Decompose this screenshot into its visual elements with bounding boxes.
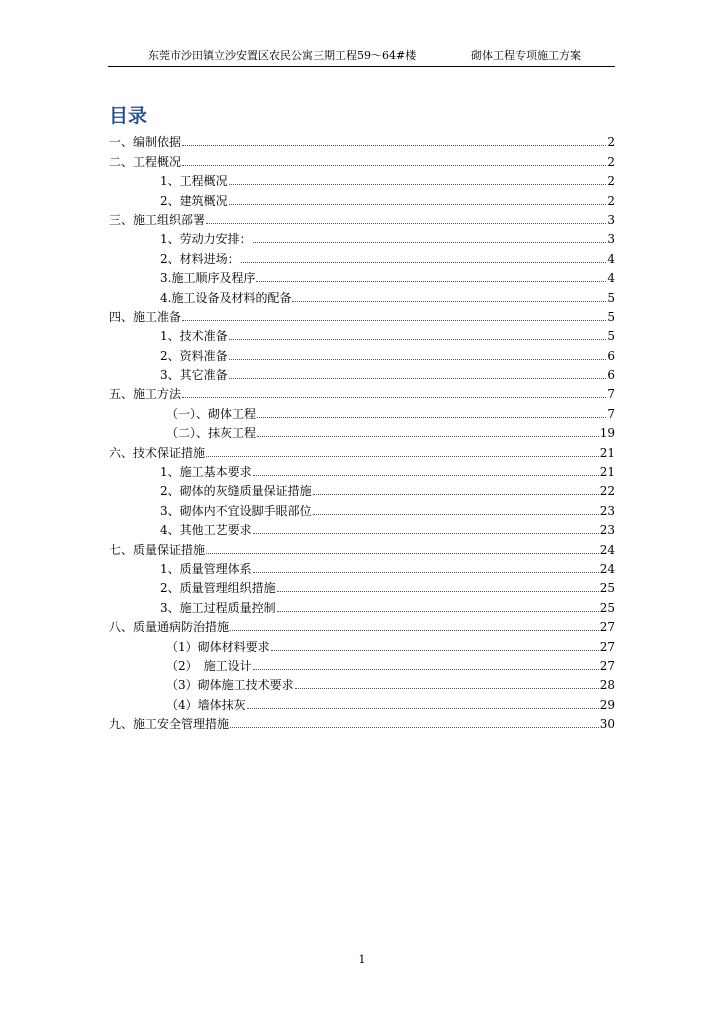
toc-entry-label: 2、资料准备 xyxy=(160,348,228,363)
toc-dot-leader xyxy=(247,707,599,709)
toc-dot-leader xyxy=(257,435,599,437)
toc-entry-label: 九、施工安全管理措施 xyxy=(109,717,230,732)
toc-dot-leader xyxy=(253,241,607,243)
toc-entry-label: （1）砌体材料要求 xyxy=(166,639,270,654)
toc-entry-label: 3、砌体内不宜设脚手眼部位 xyxy=(160,503,312,518)
toc-entry-label: 4.施工设备及材料的配备 xyxy=(160,290,292,305)
toc-entry-label: （4）墙体抹灰 xyxy=(166,697,246,712)
toc-entry-label: 四、施工准备 xyxy=(109,309,182,324)
toc-entry-page: 3 xyxy=(607,212,615,227)
toc-dot-leader xyxy=(206,222,606,224)
toc-entry-label: 三、施工组织部署 xyxy=(109,212,206,227)
toc-entry[interactable] xyxy=(109,343,615,362)
toc-entry-label: 3、其它准备 xyxy=(160,368,228,383)
toc-entry-page: 23 xyxy=(599,523,615,538)
toc-entry-label: 3、施工过程质量控制 xyxy=(160,600,276,615)
toc-entry-page: 27 xyxy=(599,658,615,673)
toc-entry[interactable] xyxy=(109,712,615,731)
table-of-contents xyxy=(109,130,615,731)
toc-entry-page: 4 xyxy=(607,271,615,286)
toc-dot-leader xyxy=(229,358,607,360)
toc-entry[interactable] xyxy=(109,479,615,498)
toc-title: 目录 xyxy=(109,105,148,127)
toc-entry-label: 二、工程概况 xyxy=(109,154,182,169)
toc-dot-leader xyxy=(253,474,599,476)
page-header xyxy=(108,48,615,67)
toc-entry[interactable] xyxy=(109,401,615,420)
toc-entry-page: 22 xyxy=(599,484,615,499)
toc-entry[interactable] xyxy=(109,498,615,517)
toc-entry-label: 2、建筑概况 xyxy=(160,193,228,208)
toc-entry-page: 5 xyxy=(607,329,615,344)
toc-entry[interactable] xyxy=(109,692,615,711)
toc-entry-label: 五、施工方法 xyxy=(109,387,182,402)
toc-entry-page: 5 xyxy=(607,309,615,324)
toc-entry[interactable] xyxy=(109,673,615,692)
toc-entry[interactable] xyxy=(109,188,615,207)
toc-entry[interactable] xyxy=(109,285,615,304)
toc-dot-leader xyxy=(230,726,599,728)
toc-entry[interactable] xyxy=(109,130,615,149)
toc-entry-label: 3.施工顺序及程序 xyxy=(160,271,256,286)
toc-dot-leader xyxy=(313,493,599,495)
toc-entry[interactable] xyxy=(109,615,615,634)
toc-dot-leader xyxy=(253,668,599,670)
toc-entry[interactable] xyxy=(109,440,615,459)
toc-dot-leader xyxy=(292,300,606,302)
toc-entry[interactable] xyxy=(109,363,615,382)
toc-entry-page: 30 xyxy=(599,717,615,732)
toc-entry-label: （3）砌体施工技术要求 xyxy=(166,678,294,693)
toc-dot-leader xyxy=(256,280,606,282)
toc-entry-label: 七、质量保证措施 xyxy=(109,542,206,557)
toc-entry-label: （一）、砌体工程 xyxy=(166,406,257,421)
toc-entry[interactable] xyxy=(109,421,615,440)
toc-dot-leader xyxy=(229,338,607,340)
toc-entry-page: 23 xyxy=(599,503,615,518)
toc-entry-label: （2） 施工设计 xyxy=(166,658,252,673)
toc-entry-page: 25 xyxy=(599,581,615,596)
toc-entry[interactable] xyxy=(109,246,615,265)
toc-entry-page: 2 xyxy=(607,174,615,189)
toc-entry[interactable] xyxy=(109,305,615,324)
toc-entry[interactable] xyxy=(109,460,615,479)
toc-entry-page: 6 xyxy=(607,368,615,383)
toc-entry-label: 1、施工基本要求 xyxy=(160,465,252,480)
toc-entry[interactable] xyxy=(109,324,615,343)
toc-entry[interactable] xyxy=(109,595,615,614)
toc-entry-page: 24 xyxy=(599,561,615,576)
toc-dot-leader xyxy=(271,649,599,651)
toc-entry-label: （二）、抹灰工程 xyxy=(166,426,257,441)
toc-entry-page: 4 xyxy=(607,251,615,266)
toc-entry-label: 六、技术保证措施 xyxy=(109,445,206,460)
toc-entry-page: 3 xyxy=(607,232,615,247)
toc-dot-leader xyxy=(206,552,599,554)
toc-entry[interactable] xyxy=(109,634,615,653)
page-number: 1 xyxy=(358,953,366,966)
toc-dot-leader xyxy=(253,532,599,534)
toc-entry[interactable] xyxy=(109,537,615,556)
toc-entry[interactable] xyxy=(109,227,615,246)
toc-entry[interactable] xyxy=(109,266,615,285)
toc-dot-leader xyxy=(182,164,606,166)
toc-dot-leader xyxy=(295,687,599,689)
toc-entry-page: 21 xyxy=(599,445,615,460)
toc-dot-leader xyxy=(182,144,606,146)
toc-entry-label: 1、工程概况 xyxy=(160,174,228,189)
toc-entry-page: 27 xyxy=(599,639,615,654)
toc-entry-page: 5 xyxy=(607,290,615,305)
toc-dot-leader xyxy=(313,513,599,515)
toc-entry-label: 1、劳动力安排： xyxy=(160,232,252,247)
toc-entry-label: 2、砌体的灰缝质量保证措施 xyxy=(160,484,312,499)
toc-dot-leader xyxy=(206,455,599,457)
header-document-title: 砌体工程专项施工方案 xyxy=(471,49,581,62)
toc-dot-leader xyxy=(257,416,606,418)
toc-entry-page: 24 xyxy=(599,542,615,557)
toc-entry-label: 2、质量管理组织措施 xyxy=(160,581,276,596)
toc-entry-page: 2 xyxy=(607,193,615,208)
toc-entry-page: 25 xyxy=(599,600,615,615)
toc-entry-label: 一、编制依据 xyxy=(109,135,182,150)
toc-entry-page: 28 xyxy=(599,678,615,693)
toc-entry[interactable] xyxy=(109,149,615,168)
toc-dot-leader xyxy=(182,396,606,398)
toc-entry[interactable] xyxy=(109,169,615,188)
toc-entry-label: 八、质量通病防治措施 xyxy=(109,620,230,635)
toc-dot-leader xyxy=(229,183,607,185)
toc-entry-page: 19 xyxy=(599,426,615,441)
toc-dot-leader xyxy=(277,590,599,592)
toc-dot-leader xyxy=(182,319,606,321)
header-project-title: 东莞市沙田镇立沙安置区农民公寓三期工程59～64#楼 xyxy=(148,49,417,62)
toc-entry-page: 2 xyxy=(607,135,615,150)
toc-dot-leader xyxy=(230,629,599,631)
toc-dot-leader xyxy=(241,261,607,263)
toc-entry[interactable] xyxy=(109,576,615,595)
toc-entry-page: 6 xyxy=(607,348,615,363)
toc-entry[interactable] xyxy=(109,208,615,227)
toc-dot-leader xyxy=(277,610,599,612)
toc-entry-page: 2 xyxy=(607,154,615,169)
toc-entry[interactable] xyxy=(109,557,615,576)
toc-entry-label: 4、其他工艺要求 xyxy=(160,523,252,538)
toc-entry-label: 1、技术准备 xyxy=(160,329,228,344)
toc-entry-page: 21 xyxy=(599,465,615,480)
toc-entry[interactable] xyxy=(109,382,615,401)
toc-dot-leader xyxy=(229,377,607,379)
toc-entry-page: 27 xyxy=(599,620,615,635)
toc-dot-leader xyxy=(253,571,599,573)
toc-entry-page: 7 xyxy=(607,406,615,421)
toc-dot-leader xyxy=(229,203,607,205)
toc-entry-page: 7 xyxy=(607,387,615,402)
toc-entry[interactable] xyxy=(109,654,615,673)
toc-entry-label: 1、质量管理体系 xyxy=(160,561,252,576)
toc-entry-page: 29 xyxy=(599,697,615,712)
toc-entry[interactable] xyxy=(109,518,615,537)
toc-entry-label: 2、材料进场： xyxy=(160,251,240,266)
